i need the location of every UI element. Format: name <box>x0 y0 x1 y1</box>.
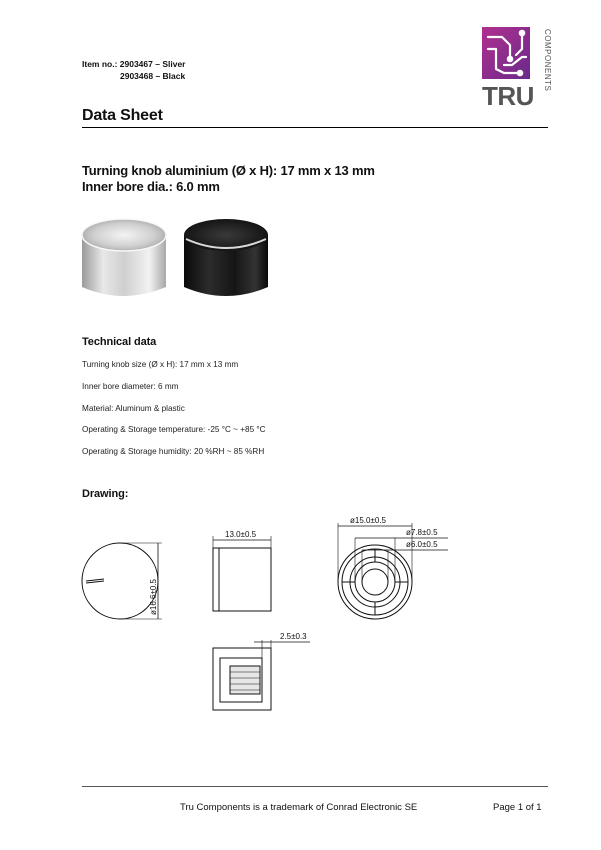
spec-bore: Inner bore diameter: 6 mm <box>82 382 179 391</box>
spec-material: Material: Aluminum & plastic <box>82 404 185 413</box>
product-title <box>82 163 375 195</box>
technical-data-heading: Technical data <box>82 336 157 348</box>
dim-wall-label: 2.5±0.3 <box>280 632 307 641</box>
product-title-line1: Turning knob aluminium (Ø x H): 17 mm x 13 mm <box>82 163 375 178</box>
dim-outer-label: ø15.0±0.5 <box>350 516 386 525</box>
black-knob-image <box>182 213 270 305</box>
spec-temperature: Operating & Storage temperature: -25 °C ~ +85 °C <box>82 425 266 434</box>
dim-bore-label: ø6.0±0.5 <box>406 540 438 549</box>
technical-drawing <box>70 508 560 723</box>
spec-size: Turning knob size (Ø x H): 17 mm x 13 mm <box>82 360 239 369</box>
tru-components-logo <box>482 27 552 123</box>
dim-middle-label: ø7.8±0.5 <box>406 528 438 537</box>
bottom-view <box>338 523 448 619</box>
silver-knob-image <box>80 213 168 305</box>
item-number-silver: Item no.: 2903467 – Sliver <box>82 59 186 69</box>
item-number-black: 2903468 – Black <box>120 71 186 81</box>
dim-height-label: 13.0±0.5 <box>225 530 257 539</box>
drawing-heading: Drawing: <box>82 488 129 500</box>
section-view <box>213 640 310 710</box>
spec-humidity: Operating & Storage humidity: 20 %RH ~ 85 %RH <box>82 447 265 456</box>
logo-sub: COMPONENTS <box>543 29 552 92</box>
page-title: Data Sheet <box>82 107 163 124</box>
dim-diameter-label: ø16.6±0.5 <box>149 579 158 615</box>
footer-page-number: Page 1 of 1 <box>493 802 542 813</box>
title-divider <box>82 127 548 128</box>
product-title-line2: Inner bore dia.: 6.0 mm <box>82 179 220 194</box>
side-view <box>213 536 271 611</box>
item-numbers <box>82 58 185 82</box>
logo-word: TRU <box>482 81 534 111</box>
footer-divider <box>82 786 548 787</box>
footer-trademark: Tru Components is a trademark of Conrad Electronic SE <box>180 802 418 813</box>
